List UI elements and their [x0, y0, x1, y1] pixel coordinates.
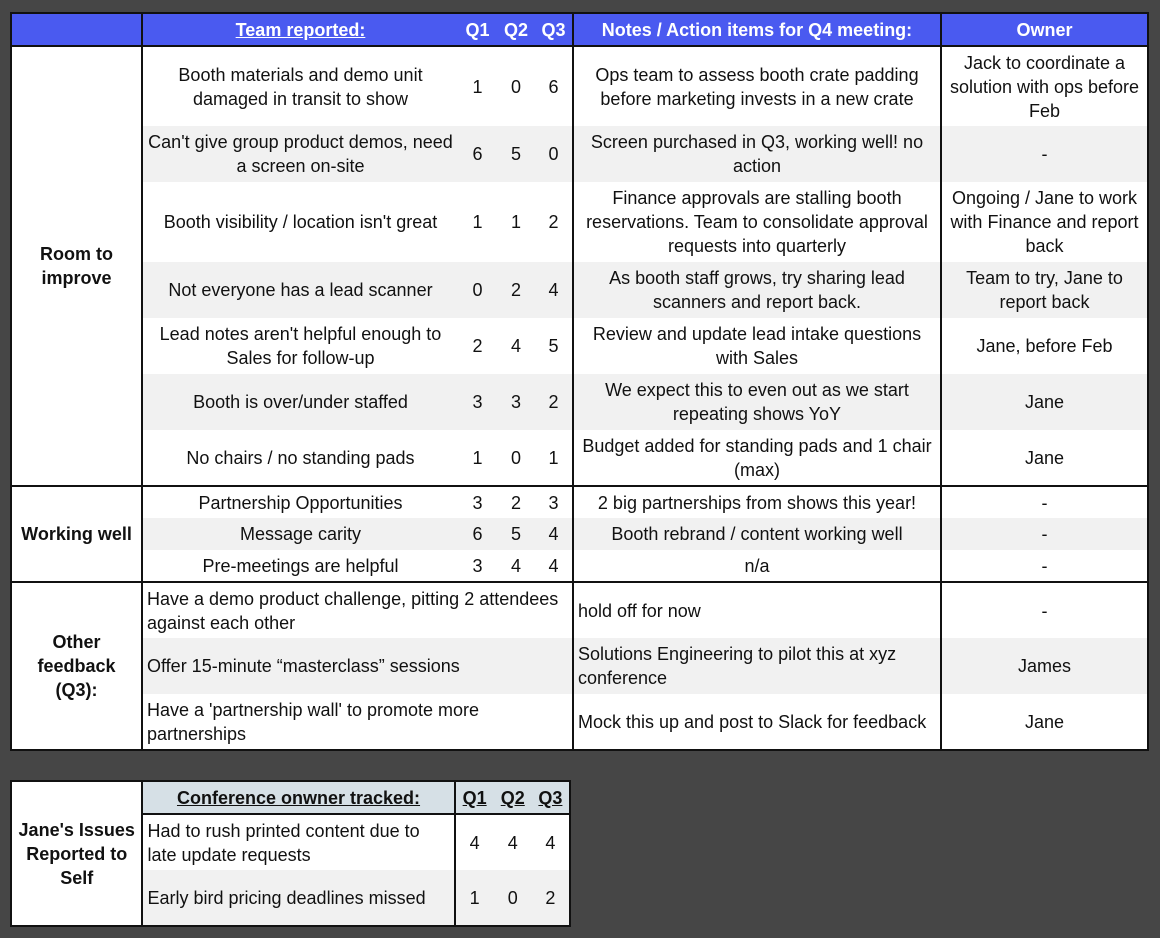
- jane-header-row: [11, 781, 570, 814]
- issue-cell: Not everyone has a lead scanner: [142, 262, 458, 318]
- q1-cell: 1: [472, 212, 483, 232]
- note-cell: n/a: [573, 550, 941, 582]
- q1-cell: 3: [458, 374, 497, 430]
- q2-cell: 0: [510, 447, 521, 468]
- note-cell: Mock this up and post to Slack for feedback: [573, 694, 941, 750]
- q3-cell: 3: [535, 486, 573, 518]
- q2-cell: 3: [497, 374, 535, 430]
- issue-cell: Had to rush printed content due to late update requests: [147, 820, 420, 865]
- issue-cell: Early bird pricing deadlines missed: [142, 870, 454, 926]
- q2-cell: 1: [510, 212, 521, 232]
- note-cell: Budget added for standing pads and 1 chair (max): [573, 430, 941, 486]
- note-cell: Ops team to assess booth crate padding before marketing invests in a new crate: [573, 46, 941, 126]
- section-label-working: Working well: [11, 486, 142, 582]
- q3-cell: 5: [548, 336, 559, 356]
- q3-cell: 0: [535, 126, 573, 182]
- jane-section-label: Jane's Issues Reported to Self: [11, 781, 142, 926]
- jane-q1-header: Q1: [455, 781, 494, 814]
- q1-cell: 1: [455, 870, 494, 926]
- conference-owner-header: Conference onwner tracked:: [142, 781, 454, 814]
- owner-cell: -: [941, 486, 1148, 518]
- q3-cell: 4: [535, 262, 573, 318]
- q1-cell: 1: [472, 76, 483, 97]
- issue-cell: Message carity: [142, 518, 458, 550]
- owner-cell: -: [941, 518, 1148, 550]
- issue-cell: Can't give group product demos, need a screen on-site: [142, 126, 458, 182]
- table-row: [11, 318, 1148, 374]
- note-cell: 2 big partnerships from shows this year!: [573, 486, 941, 518]
- issue-cell: Have a demo product challenge, pitting 2 attendees against each other: [142, 582, 573, 638]
- owner-cell: -: [941, 582, 1148, 638]
- issue-cell: Pre-meetings are helpful: [202, 555, 399, 576]
- owner-cell: Jane, before Feb: [941, 318, 1148, 374]
- owner-cell: Jack to coordinate a solution with ops before Feb: [941, 46, 1148, 126]
- owner-cell: Jane: [941, 694, 1148, 750]
- owner-header: Owner: [941, 13, 1148, 46]
- q2-cell: 2: [497, 262, 535, 318]
- owner-cell: Jane: [941, 430, 1148, 486]
- q1-cell: 3: [458, 486, 497, 518]
- issue-cell: Booth visibility / location isn't great: [163, 212, 438, 232]
- q1-cell: 2: [472, 336, 483, 356]
- q1-cell: 3: [472, 555, 483, 576]
- note-cell: Booth rebrand / content working well: [573, 518, 941, 550]
- q3-cell: 4: [548, 555, 559, 576]
- section-label-other: Other feedback (Q3):: [11, 582, 142, 750]
- issue-cell: Booth is over/under staffed: [142, 374, 458, 430]
- owner-cell: James: [941, 638, 1148, 694]
- team-reported-header: Team reported:: [142, 13, 458, 46]
- owner-cell: Team to try, Jane to report back: [941, 262, 1148, 318]
- q2-cell: 5: [497, 126, 535, 182]
- q2-cell: 4: [510, 336, 521, 356]
- note-cell: Solutions Engineering to pilot this at xyz conference: [573, 638, 941, 694]
- header-row: [11, 13, 1148, 46]
- q1-header: Q1: [458, 13, 497, 46]
- issue-cell: Lead notes aren't helpful enough to Sales for follow-up: [159, 324, 442, 368]
- note-cell: As booth staff grows, try sharing lead scanners and report back.: [573, 262, 941, 318]
- table-row: [11, 182, 1148, 262]
- section-label-room: Room to improve: [11, 46, 142, 486]
- note-cell: We expect this to even out as we start repeating shows YoY: [573, 374, 941, 430]
- q1-cell: 6: [458, 126, 497, 182]
- issue-cell: Booth materials and demo unit damaged in transit to show: [178, 64, 423, 109]
- q3-cell: 4: [535, 518, 573, 550]
- owner-cell: -: [941, 550, 1148, 582]
- issue-cell: Offer 15-minute “masterclass” sessions: [142, 638, 573, 694]
- owner-cell: Ongoing / Jane to work with Finance and report back: [941, 182, 1148, 262]
- table-row: [11, 550, 1148, 582]
- q1-cell: 0: [458, 262, 497, 318]
- issue-cell: No chairs / no standing pads: [186, 447, 415, 468]
- q2-header: Q2: [497, 13, 535, 46]
- q3-cell: 6: [548, 76, 559, 97]
- issue-cell: Partnership Opportunities: [142, 486, 458, 518]
- jane-issues-table: [10, 780, 571, 927]
- note-cell: hold off for now: [573, 582, 941, 638]
- q2-cell: 0: [510, 76, 521, 97]
- table-row: [11, 638, 1148, 694]
- notes-header: Notes / Action items for Q4 meeting:: [573, 13, 941, 46]
- issue-cell: Have a 'partnership wall' to promote more partnerships: [147, 699, 480, 744]
- q3-cell: 4: [545, 832, 556, 853]
- table-row: [11, 374, 1148, 430]
- header-blank: [11, 13, 142, 46]
- q2-cell: 2: [497, 486, 535, 518]
- owner-cell: -: [941, 126, 1148, 182]
- q3-cell: 2: [532, 870, 570, 926]
- q1-cell: 6: [458, 518, 497, 550]
- owner-cell: Jane: [941, 374, 1148, 430]
- action-items-table: [10, 12, 1149, 751]
- note-cell: Screen purchased in Q3, working well! no action: [573, 126, 941, 182]
- q2-cell: 0: [494, 870, 532, 926]
- table-row: [11, 46, 1148, 126]
- table-row: [11, 262, 1148, 318]
- q3-cell: 2: [548, 212, 559, 232]
- note-cell: Review and update lead intake questions with Sales: [573, 318, 941, 374]
- q3-cell: 2: [535, 374, 573, 430]
- q3-cell: 1: [548, 447, 559, 468]
- q2-cell: 5: [497, 518, 535, 550]
- q3-header: Q3: [535, 13, 573, 46]
- table-row: [11, 518, 1148, 550]
- q2-cell: 4: [510, 555, 521, 576]
- q1-cell: 1: [472, 447, 483, 468]
- q1-cell: 4: [455, 814, 494, 870]
- note-cell: Finance approvals are stalling booth reservations. Team to consolidate approval requests into quarterly: [573, 182, 941, 262]
- q2-cell: 4: [507, 832, 518, 853]
- table-row: [11, 430, 1148, 486]
- table-row: [11, 582, 1148, 638]
- table-row: [11, 486, 1148, 518]
- table-row: [11, 694, 1148, 750]
- jane-q2-header: Q2: [494, 781, 532, 814]
- table-row: [11, 126, 1148, 182]
- jane-q3-header: Q3: [532, 781, 570, 814]
